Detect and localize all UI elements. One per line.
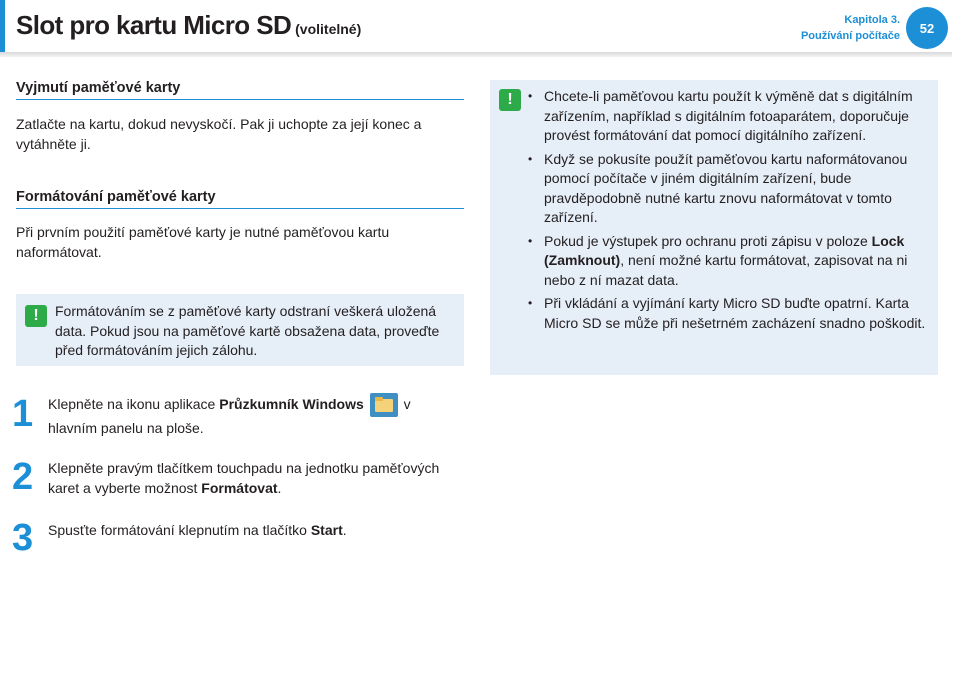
chapter-number: Kapitola 3. [844,14,900,26]
page-subtitle: (volitelné) [295,21,362,37]
step-text-part: Klepněte pravým tlačítkem touchpadu na jednotku paměťových karet a vyberte možnost [48,460,440,496]
format-instructions: Při prvním použití paměťové karty je nutné paměťovou kartu naformátovat. [16,224,390,260]
side-note-list [528,87,936,337]
header-accent-bar [0,0,5,54]
chapter-name: Používání počítače [800,30,900,42]
step-text-part: Klepněte na ikonu aplikace [48,396,220,412]
step-option-name: Formátovat [201,480,278,496]
step-text-part: . [277,480,282,496]
page-title [16,10,361,41]
step-text-part: v hlavním panelu na ploše. [48,396,411,437]
step-button-name: Start [310,522,343,538]
format-warning-text: Formátováním se z paměťové karty odstraní veškerá uložená data. Pokud jsou na paměťové kartě obsažena data, proveďte před formátováním jejich zálohu. [55,303,440,358]
page-number-badge: 52 [906,7,948,49]
section-heading-format: Formátování paměťové karty [16,189,464,209]
chapter-label [801,12,900,44]
list-item [528,232,936,291]
step-text [48,520,458,540]
remove-instructions: Zatlačte na kartu, dokud nevyskočí. Pak ji uchopte za její konec a vytáhněte ji. [16,116,422,152]
step-number: 1 [12,393,34,435]
list-item: • Při vkládání a vyjímání karty Micro SD buďte opatrní. Karta Micro SD se může při nešetrném zacházení snadno poškodit. [528,294,936,333]
step-text-part: . [342,522,347,538]
list-item-text: Pokud je výstupek pro ochranu proti zápisu v poloze [544,232,872,249]
step-text-part: Spusťte formátování klepnutím na tlačítko [48,522,311,538]
step-text [48,458,458,498]
step-number: 2 [12,456,34,498]
lock-label: Lock (Zamknout) [544,232,905,268]
exclamation-warning-icon: ! [25,305,47,327]
section-heading-remove: Vyjmutí paměťové karty [16,80,464,100]
step-text [48,393,458,440]
list-item-text: , není možné kartu formátovat, zapisovat na ni nebo z ní mazat data. [544,252,908,288]
list-item: • Když se pokusíte použít paměťovou kartu naformátovanou pomocí počítače v jiném digitálním zařízení, bude pravděpodobně nutné kartu znovu naformátovat v tomto zařízení. [528,150,936,228]
step-number: 3 [12,517,34,559]
exclamation-warning-icon: ! [499,89,521,111]
windows-explorer-icon [370,393,398,417]
header-divider [0,52,952,57]
step-app-name: Průzkumník Windows [219,396,364,412]
page-title-text: Slot pro kartu Micro SD [16,10,292,40]
format-warning-note [16,294,464,366]
list-item: • Chcete-li paměťovou kartu použít k výměně dat s digitálním zařízením, například s digitálním fotoaparátem, doporučuje provést formátování dat pomocí digitálního zařízení. [528,87,936,146]
